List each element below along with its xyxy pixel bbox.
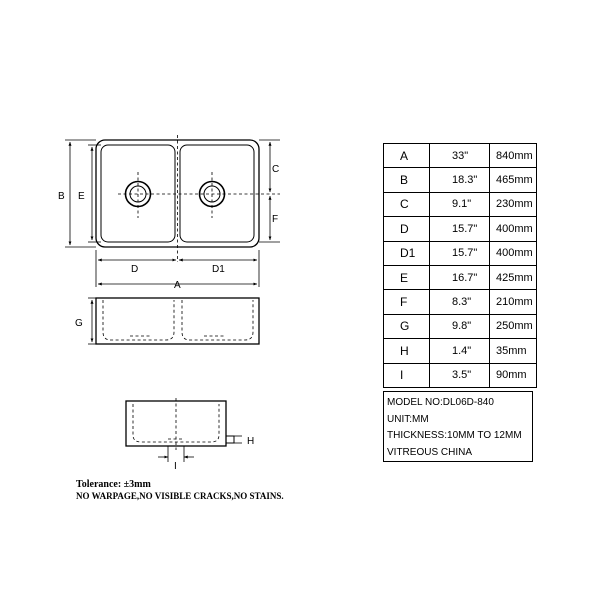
label-e: E <box>78 191 85 202</box>
side-view <box>126 398 234 450</box>
quality-note: NO WARPAGE,NO VISIBLE CRACKS,NO STAINS. <box>76 491 284 501</box>
dim-inch: 16.7" <box>430 265 490 289</box>
dim-mm: 35mm <box>490 339 537 363</box>
dim-mm: 465mm <box>490 168 537 192</box>
label-d: D <box>131 264 139 275</box>
dim-label: E <box>384 265 430 289</box>
drain-stub <box>226 436 234 443</box>
material: VITREOUS CHINA <box>387 446 473 458</box>
label-a: A <box>174 280 181 291</box>
dim-inch: 3.5" <box>430 363 490 387</box>
dim-mm: 840mm <box>490 144 537 168</box>
dim-inch: 15.7" <box>430 241 490 265</box>
dimension-lines-top <box>65 140 280 287</box>
table-row <box>384 144 537 168</box>
centerlines <box>118 135 280 262</box>
unit: UNIT:MM <box>387 413 429 425</box>
dimension-lines-side <box>158 436 242 462</box>
dim-mm: 400mm <box>490 217 537 241</box>
table-row <box>384 192 537 216</box>
model-info-box <box>383 391 533 462</box>
table-row <box>384 290 537 314</box>
dim-inch: 15.7" <box>430 217 490 241</box>
front-hidden-lines <box>103 300 253 340</box>
dimension-lines-front <box>88 298 96 344</box>
front-view <box>96 298 259 344</box>
label-b: B <box>58 191 65 202</box>
dim-mm: 210mm <box>490 290 537 314</box>
table-row <box>384 339 537 363</box>
dimensions-table <box>383 143 537 388</box>
dim-mm: 250mm <box>490 314 537 338</box>
label-g: G <box>75 318 83 329</box>
label-i: I <box>174 461 177 472</box>
table-row <box>384 265 537 289</box>
label-f: F <box>272 214 279 225</box>
front-outline <box>96 298 259 344</box>
dimension-labels <box>58 164 279 472</box>
table-row <box>384 314 537 338</box>
dim-inch: 8.3" <box>430 290 490 314</box>
label-d1: D1 <box>212 264 225 275</box>
dim-label: F <box>384 290 430 314</box>
table-row <box>384 241 537 265</box>
side-hidden-lines <box>133 398 219 450</box>
dim-label: D1 <box>384 241 430 265</box>
dim-label: A <box>384 144 430 168</box>
thickness: THICKNESS:10MM TO 12MM <box>387 430 522 441</box>
dim-label: I <box>384 363 430 387</box>
model-number: MODEL NO:DL06D-840 <box>387 397 494 408</box>
dim-inch: 1.4" <box>430 339 490 363</box>
dim-inch: 18.3" <box>430 168 490 192</box>
dim-mm: 425mm <box>490 265 537 289</box>
tolerance-note: Tolerance: ±3mm <box>76 479 151 490</box>
dim-label: B <box>384 168 430 192</box>
dim-inch: 9.1" <box>430 192 490 216</box>
dim-mm: 230mm <box>490 192 537 216</box>
label-h: H <box>247 436 255 447</box>
dim-label: C <box>384 192 430 216</box>
left-basin-outline <box>101 145 175 242</box>
dim-label: G <box>384 314 430 338</box>
dim-inch: 9.8" <box>430 314 490 338</box>
dim-label: H <box>384 339 430 363</box>
table-row <box>384 363 537 387</box>
table-row <box>384 168 537 192</box>
table-row <box>384 217 537 241</box>
label-c: C <box>272 164 280 175</box>
top-view <box>96 135 280 262</box>
right-basin-outline <box>180 145 254 242</box>
dim-mm: 90mm <box>490 363 537 387</box>
dim-label: D <box>384 217 430 241</box>
dim-mm: 400mm <box>490 241 537 265</box>
dim-inch: 33" <box>430 144 490 168</box>
